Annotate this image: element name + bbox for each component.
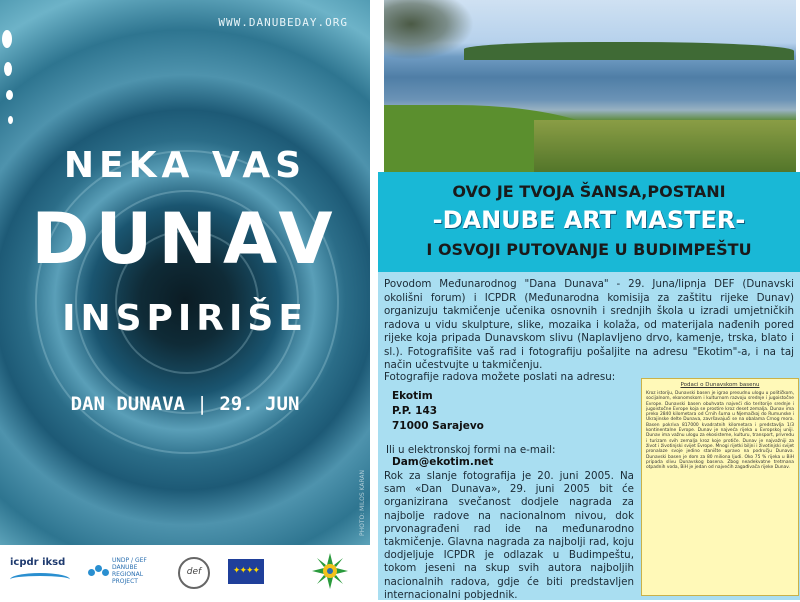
far-treeline bbox=[464, 42, 794, 60]
infobox-title: Podaci o Dunavskom basenu bbox=[680, 382, 760, 388]
sponsor-logos bbox=[0, 545, 370, 600]
sun-logo-icon bbox=[312, 553, 348, 589]
intro-paragraph: Povodom Međunarodnog "Dana Dunava" - 29. Juna/lipnja DEF (Dunavski okolišni forum) i ICPDR (Međunarodna komisija za zaštitu rijeke Dunav) organizuju takmičenje učenika osnovnih i srednjih škola u izradi umjetničkih radova u vidu skulpture, slike, mozaika i kolaža, od materijala nađenih pored rijeke koja pripada Dunavskom slivu (Naplavljeno drvo, kamenje, trska, blato i sl.). Fotografišite vaš rad i fotografiju pošaljite na adresu "Ekotim"-a, i na taj način učestvujte u takmičenju. bbox=[384, 278, 794, 371]
date-value: 29. JUN bbox=[219, 393, 300, 415]
postal-address bbox=[392, 389, 484, 434]
undp-logo bbox=[88, 555, 163, 589]
wave-icon bbox=[10, 573, 70, 586]
def-logo bbox=[178, 557, 210, 589]
address-line: Ekotim bbox=[392, 390, 433, 402]
def-logo-text: def bbox=[186, 567, 202, 577]
icpdr-logo bbox=[10, 557, 75, 587]
poster-headline-3: INSPIRIŠE bbox=[62, 298, 308, 339]
address-intro: Fotografije radova možete poslati na adresu: bbox=[384, 371, 616, 383]
danube-basin-infobox bbox=[641, 378, 799, 596]
reeds bbox=[534, 120, 796, 172]
email-intro: Ili u elektronskoj formi na e-mail: bbox=[386, 444, 556, 456]
infobox-text: Kroz istoriju, Dunavski basen je igrao presudnu ulogu u političkom, socijalnom, ekonomskom i kulturnom razvoju srednje i jugoistočne Evrope. Dunavski basen obuhvata najveći dio teritorije srednje i jugoistočne Evrope koja se prostire kroz deset zemalja. Dunav ima preko 2840 kilometara od Crnih šuma u Njemačkoj do Rumunske i Ukrajinske delte Dunava, završavajući se na obalama Crnog mora. Basen pokriva 817000 kvadratnih kilometara i predstavlja 1/3 kontinentalne Evrope. Dunav je najveća rijeka u Evropskoj uniji. Dunav ima važnu ulogu za ekosisteme, kulturu, transport, privredu i turizam svih zemalja kroz koje protiče. Dunav je najvažniji za život i životinjski svijet Evrope. Mnogi rijetki biljni i životinjski svijet pronalaze svoje jedino stanište upravo na području Dunava. Dunavski basen je dom za 80 miliona ljudi. Oko 75 % rijeka u BiH pripada slivu Dunavskog basena. Zbog neadekvatne tretmana otpadnih voda, BiH je jedan od najvećih zagađivača rijeke Dunav. bbox=[646, 391, 794, 471]
undp-logo-text: UNDP / GEF DANUBE REGIONAL PROJECT bbox=[112, 557, 147, 585]
banner-title: -DANUBE ART MASTER- bbox=[432, 206, 746, 234]
flyer-body bbox=[378, 272, 800, 600]
tree-branches bbox=[384, 0, 474, 60]
website-url: WWW.DANUBEDAY.ORG bbox=[218, 16, 348, 29]
icpdr-logo-text: icpdr iksd bbox=[10, 557, 66, 568]
date-label: DAN DUNAVA bbox=[70, 393, 185, 415]
banner-line-3: I OSVOJI PUTOVANJE U BUDIMPEŠTU bbox=[426, 240, 752, 259]
eu-flag-icon: ✦✦✦✦ bbox=[228, 559, 264, 584]
email-address: Dam@ekotim.net bbox=[392, 456, 494, 468]
deadline-paragraph: Rok za slanje fotografija je 20. juni 2005. Na sam «Dan Dunava», 29. juni 2005 bit će organizirana svečanost dodjele nagrada za najbolje radove na nacionalnom nivou, dok prvonagrađeni rad ide na međunarodno takmičenje. Glavna nagrada za najbolji rad, koju dodjeljuje ICPDR je odlazak u Budimpeštu, tokom jeseni na skup svih autora najboljih nacionalnih radova, gdje će biti predstavljen internacionalni pobjednik. bbox=[384, 470, 634, 601]
address-line: P.P. 143 bbox=[392, 405, 438, 417]
date-separator: | bbox=[184, 393, 220, 415]
photo-credit: PHOTO: MILOŠ KARAN bbox=[359, 470, 366, 537]
poster-date bbox=[0, 393, 370, 415]
banner-line-1: OVO JE TVOJA ŠANSA,POSTANI bbox=[452, 182, 726, 201]
river-photo bbox=[384, 0, 796, 172]
poster-headline-1: NEKA VAS bbox=[63, 145, 307, 186]
poster-danube-day bbox=[0, 0, 370, 545]
contest-flyer bbox=[378, 0, 800, 600]
contest-banner bbox=[378, 172, 800, 272]
address-line: 71000 Sarajevo bbox=[392, 420, 484, 432]
poster-headline-2: DUNAV bbox=[31, 198, 339, 280]
